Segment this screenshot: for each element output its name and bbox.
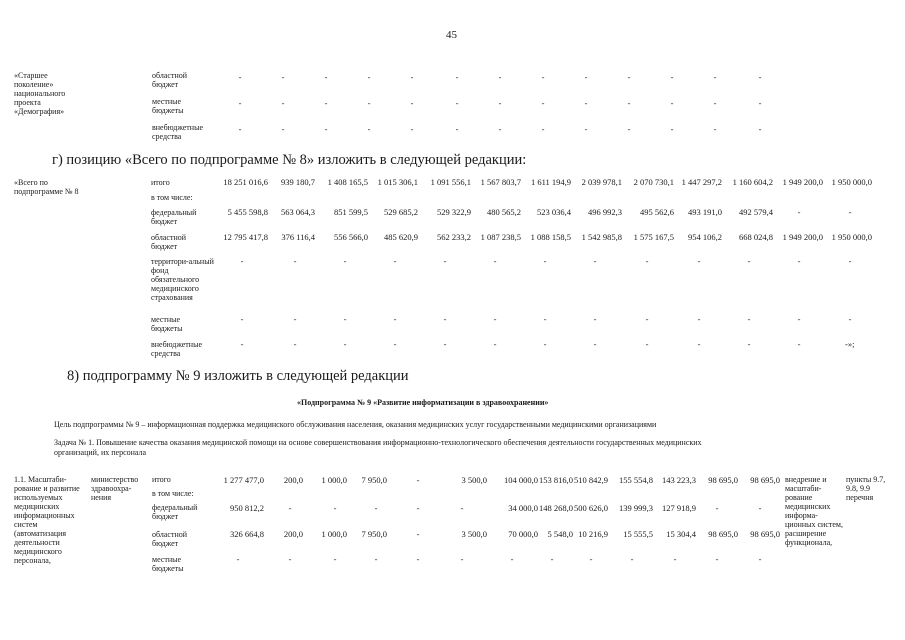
dash-cell: -: [498, 98, 502, 108]
dash-cell: -: [593, 256, 597, 266]
value-cell: 562 233,2: [437, 232, 471, 242]
dash-cell: -: [498, 72, 502, 82]
task-text: Задача № 1. Повышение качества оказания медицинской помощи на основе совершенствования информационно-технологического обеспечения деятельности государственных медицинских: [54, 438, 702, 447]
dash-cell: -: [670, 72, 674, 82]
dash-cell: -: [510, 554, 514, 564]
dash-cell: -: [584, 124, 588, 134]
value-cell: 1 949 200,0: [782, 177, 823, 187]
value-cell: 493 191,0: [688, 207, 722, 217]
dash-cell: -: [645, 256, 649, 266]
value-cell: 1 000,0: [321, 529, 347, 539]
dash-cell: -: [410, 72, 414, 82]
value-cell: 5 455 598,8: [227, 207, 268, 217]
dash-cell: -: [627, 124, 631, 134]
dash-cell: -: [493, 339, 497, 349]
value-cell: 495 562,6: [640, 207, 674, 217]
dash-cell: -: [455, 72, 459, 82]
value-cell: 529 685,2: [384, 207, 418, 217]
dash-cell: -: [416, 554, 420, 564]
value-cell: 480 565,2: [487, 207, 521, 217]
dash-cell: -: [758, 554, 762, 564]
program-name: «Всего по подпрограмме № 8: [14, 178, 79, 196]
dash-cell: -: [584, 72, 588, 82]
row-label: областной бюджет: [152, 71, 188, 89]
dash-cell: -: [443, 314, 447, 324]
row-label: местные бюджеты: [152, 97, 184, 115]
row-label: территори-альный фонд обязательного медицинского страхования: [151, 257, 214, 302]
row-label: итого: [151, 178, 170, 187]
dash-cell: -: [238, 98, 242, 108]
value-cell: 155 554,8: [619, 475, 653, 485]
dash-cell: -: [343, 314, 347, 324]
value-cell: 5 548,0: [547, 529, 573, 539]
value-cell: 98 695,0: [708, 475, 738, 485]
dash-cell: -: [333, 554, 337, 564]
value-cell: 2 039 978,1: [581, 177, 622, 187]
dash-cell: -: [281, 124, 285, 134]
value-cell: 148 268,0: [539, 503, 573, 513]
value-cell: 496 992,3: [588, 207, 622, 217]
dash-cell: -: [584, 98, 588, 108]
dash-cell: -: [493, 256, 497, 266]
program-name: «Старшее поколение» национального проекта «Демография»: [14, 71, 66, 116]
dash-cell: -: [367, 124, 371, 134]
dash-cell: -: [416, 503, 420, 513]
dash-cell: -: [697, 339, 701, 349]
dash-cell: -: [797, 314, 801, 324]
value-cell: 3 500,0: [461, 529, 487, 539]
dash-cell: -: [848, 314, 852, 324]
dash-cell: -: [670, 98, 674, 108]
dash-cell: -: [758, 72, 762, 82]
dash-cell: -: [281, 98, 285, 108]
value-cell: 556 566,0: [334, 232, 368, 242]
dash-cell: -: [550, 554, 554, 564]
value-cell: 563 064,3: [281, 207, 315, 217]
value-cell: 34 000,0: [508, 503, 538, 513]
page-number: 45: [446, 29, 457, 41]
dash-cell: -: [416, 475, 420, 485]
result-text: внедрение и масштаби-рование медицинских информа-ционных систем, расширение функционала,: [785, 475, 843, 547]
indicators-text: пункты 9.7, 9.8, 9.9 перечня: [846, 475, 886, 502]
row-label: местные бюджеты: [152, 555, 184, 573]
dash-cell: -: [288, 503, 292, 513]
dash-cell: -: [374, 554, 378, 564]
value-cell: 523 036,4: [537, 207, 571, 217]
dash-cell: -: [493, 314, 497, 324]
dash-cell: -: [455, 98, 459, 108]
value-cell: 1 950 000,0: [831, 177, 872, 187]
goal-text: Цель подпрограммы № 9 – информационная поддержка медицинского обслуживания населения, оказания медицинских услуг государственными медицинскими организациями: [54, 420, 657, 429]
value-cell: 950 812,2: [230, 503, 264, 513]
dash-cell: -: [367, 98, 371, 108]
dash-cell: -: [593, 314, 597, 324]
value-cell: 1 542 985,8: [581, 232, 622, 242]
value-cell: 7 950,0: [361, 529, 387, 539]
dash-cell: -: [543, 339, 547, 349]
dash-cell: -: [797, 256, 801, 266]
value-cell: 510 842,9: [574, 475, 608, 485]
dash-cell: -: [797, 339, 801, 349]
dash-cell: -: [393, 339, 397, 349]
value-cell: 200,0: [283, 529, 303, 539]
row-label: областной бюджет: [151, 233, 187, 251]
dash-cell: -: [758, 124, 762, 134]
value-cell: 98 695,0: [708, 529, 738, 539]
section-heading: г) позицию «Всего по подпрограмме № 8» изложить в следующей редакции:: [52, 152, 527, 168]
value-cell: 1 087 238,5: [480, 232, 521, 242]
dash-cell: -: [410, 98, 414, 108]
dash-cell: -: [324, 72, 328, 82]
value-cell: 98 695,0: [750, 529, 780, 539]
value-cell: 143 223,3: [662, 475, 696, 485]
dash-cell: -: [589, 554, 593, 564]
value-cell: 1 000,0: [321, 475, 347, 485]
dash-cell: -: [645, 339, 649, 349]
value-cell: 326 664,8: [230, 529, 264, 539]
value-cell: 376 116,4: [281, 232, 315, 242]
dash-cell: -: [324, 98, 328, 108]
dash-cell: -: [758, 98, 762, 108]
dash-cell: -: [240, 314, 244, 324]
row-label: в том числе:: [152, 489, 194, 498]
dash-cell: -: [460, 554, 464, 564]
dash-cell: -: [747, 256, 751, 266]
value-cell: 104 000,0: [504, 475, 538, 485]
executor: министерство здравоохра-нения: [91, 475, 139, 502]
dash-cell: -: [238, 72, 242, 82]
value-cell: 1 567 803,7: [480, 177, 521, 187]
dash-cell: -: [281, 72, 285, 82]
value-cell: 10 216,9: [578, 529, 608, 539]
dash-cell: -: [541, 98, 545, 108]
dash-cell: -: [443, 256, 447, 266]
dash-cell: -: [543, 314, 547, 324]
dash-cell: -: [797, 207, 801, 217]
value-cell: 127 918,9: [662, 503, 696, 513]
section-heading: 8) подпрограмму № 9 изложить в следующей редакции: [67, 368, 409, 384]
dash-cell: -: [240, 339, 244, 349]
value-cell: 851 599,5: [334, 207, 368, 217]
row-label: внебюджетные средства: [152, 123, 203, 141]
dash-cell: -: [697, 256, 701, 266]
dash-cell: -: [393, 256, 397, 266]
value-cell: 668 024,8: [739, 232, 773, 242]
value-cell: 1 408 165,5: [327, 177, 368, 187]
value-cell: 529 322,9: [437, 207, 471, 217]
dash-cell: -: [460, 503, 464, 513]
value-cell: 139 999,3: [619, 503, 653, 513]
dash-cell: -: [627, 72, 631, 82]
value-cell: 98 695,0: [750, 475, 780, 485]
dash-cell: -: [747, 314, 751, 324]
dash-cell: -: [236, 554, 240, 564]
dash-cell: -: [288, 554, 292, 564]
dash-cell: -: [293, 256, 297, 266]
dash-cell: -: [367, 72, 371, 82]
value-cell: 1 160 604,2: [732, 177, 773, 187]
dash-cell: -: [713, 72, 717, 82]
dash-cell: -: [715, 503, 719, 513]
value-cell: 492 579,4: [739, 207, 773, 217]
dash-cell: -: [324, 124, 328, 134]
value-cell: 1 447 297,2: [681, 177, 722, 187]
value-cell: 70 000,0: [508, 529, 538, 539]
dash-cell: -: [410, 124, 414, 134]
value-cell: 1 277 477,0: [223, 475, 264, 485]
dash-cell: -: [848, 207, 852, 217]
dash-cell: -: [240, 256, 244, 266]
value-cell: 485 620,9: [384, 232, 418, 242]
dash-cell: -: [670, 124, 674, 134]
row-label: итого: [152, 475, 171, 484]
value-cell: 15 304,4: [666, 529, 696, 539]
value-cell: 1 611 194,9: [530, 177, 571, 187]
dash-cell: -: [630, 554, 634, 564]
row-label: федеральный бюджет: [152, 503, 198, 521]
dash-cell: -: [293, 314, 297, 324]
dash-cell: -: [333, 503, 337, 513]
dash-cell: -: [758, 503, 762, 513]
dash-cell: -: [455, 124, 459, 134]
dash-cell: -: [293, 339, 297, 349]
value-cell: 1 015 306,1: [377, 177, 418, 187]
value-cell: 954 106,2: [688, 232, 722, 242]
dash-cell: -: [343, 339, 347, 349]
value-cell: 200,0: [283, 475, 303, 485]
value-cell: 7 950,0: [361, 475, 387, 485]
closing-quote: -»;: [845, 339, 855, 349]
value-cell: 3 500,0: [461, 475, 487, 485]
row-label: федеральный бюджет: [151, 208, 197, 226]
value-cell: 15 555,5: [623, 529, 653, 539]
row-label: местные бюджеты: [151, 315, 183, 333]
dash-cell: -: [715, 554, 719, 564]
value-cell: 1 950 000,0: [831, 232, 872, 242]
value-cell: 153 816,0: [539, 475, 573, 485]
value-cell: 2 070 730,1: [633, 177, 674, 187]
value-cell: 18 251 016,6: [223, 177, 268, 187]
dash-cell: -: [443, 339, 447, 349]
dash-cell: -: [343, 256, 347, 266]
dash-cell: -: [238, 124, 242, 134]
subprogram-title: «Подпрограмма № 9 «Развитие информатизации в здравоохранении»: [297, 398, 549, 407]
row-label: в том числе:: [151, 193, 193, 202]
value-cell: 1 575 167,5: [633, 232, 674, 242]
dash-cell: -: [713, 98, 717, 108]
dash-cell: -: [593, 339, 597, 349]
dash-cell: -: [393, 314, 397, 324]
dash-cell: -: [713, 124, 717, 134]
value-cell: 1 088 158,5: [530, 232, 571, 242]
dash-cell: -: [541, 72, 545, 82]
dash-cell: -: [543, 256, 547, 266]
dash-cell: -: [747, 339, 751, 349]
dash-cell: -: [645, 314, 649, 324]
dash-cell: -: [541, 124, 545, 134]
item-name: 1.1. Масштаби-рование и развитие используемых медицинских информационных систем (автоматизация деятельности медицинского персонала,: [14, 475, 80, 565]
dash-cell: -: [848, 256, 852, 266]
dash-cell: -: [697, 314, 701, 324]
row-label: внебюджетные средства: [151, 340, 202, 358]
value-cell: 1 949 200,0: [782, 232, 823, 242]
dash-cell: -: [673, 554, 677, 564]
dash-cell: -: [627, 98, 631, 108]
task-text: организаций, их персонала: [54, 448, 147, 457]
row-label: областной бюджет: [152, 530, 188, 548]
value-cell: 500 626,0: [574, 503, 608, 513]
value-cell: 939 180,7: [281, 177, 315, 187]
value-cell: 12 795 417,8: [223, 232, 268, 242]
value-cell: 1 091 556,1: [430, 177, 471, 187]
dash-cell: -: [374, 503, 378, 513]
dash-cell: -: [416, 529, 420, 539]
dash-cell: -: [498, 124, 502, 134]
